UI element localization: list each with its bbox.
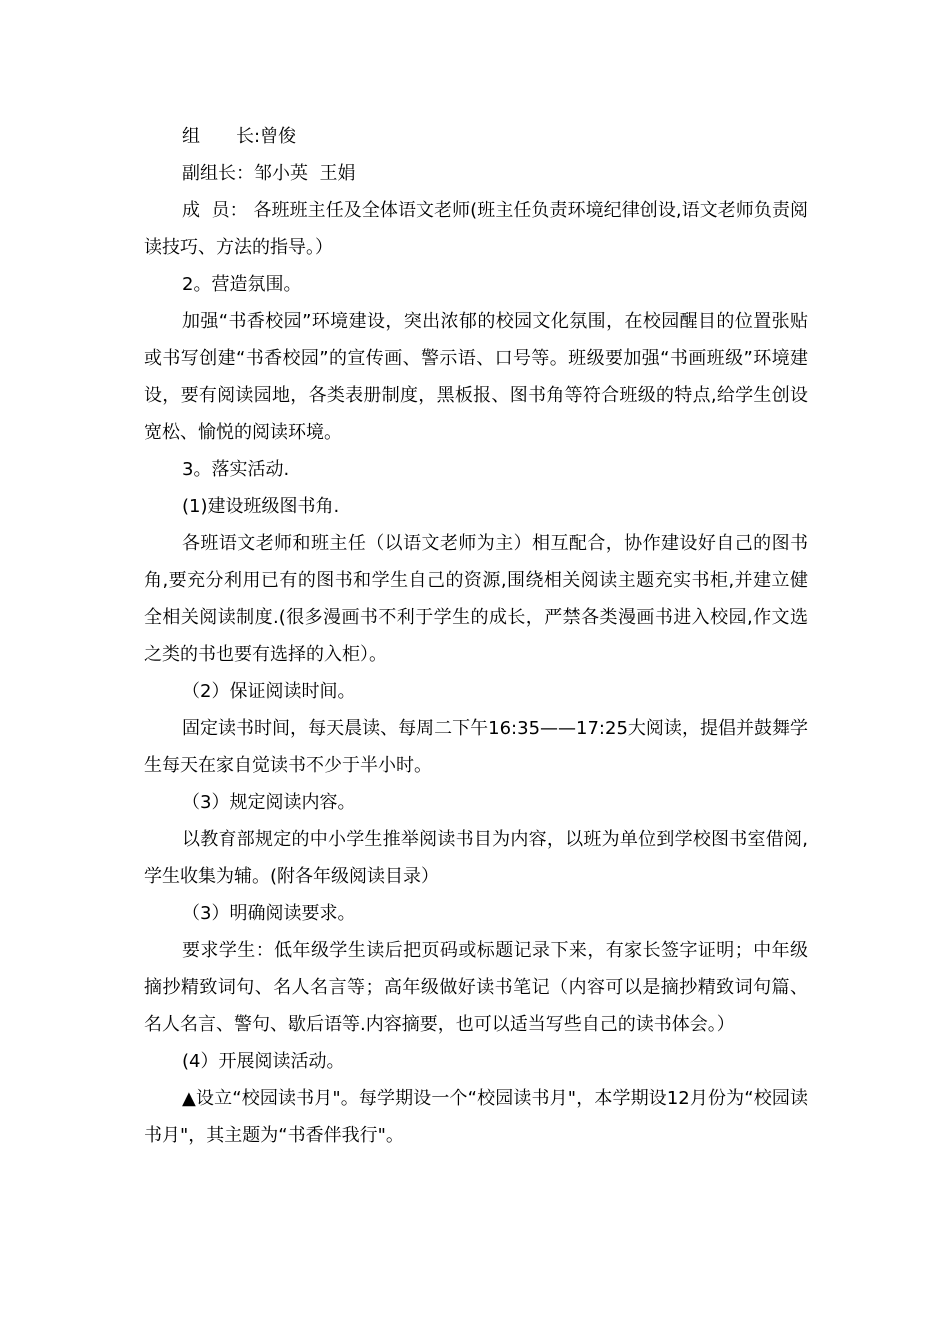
book-corner-paragraph: 各班语文老师和班主任（以语文老师为主）相互配合，协作建设好自己的图书角,要充分利用已有的图书和学生自己的资源,围绕相关阅读主题充实书柜,并建立健全相关阅读制度.(很多漫画书不利于学生的成长，严禁各类漫画书进入校园,作文选之类的书也要有选择的入柜）。: [144, 533, 808, 665]
subheading-book-corner: (1)建设班级图书角.: [182, 496, 340, 517]
reading-time-paragraph: 固定读书时间，每天晨读、每周二下午16:35——17:25大阅读，提倡并鼓舞学生每天在家自觉读书不少于半小时。: [144, 718, 808, 776]
document-body: [144, 118, 808, 1154]
atmosphere-paragraph: 加强“书香校园”环境建设，突出浓郁的校园文化氛围，在校园醒目的位置张贴或书写创建“书香校园”的宣传画、警示语、口号等。班级要加强“书画班级”环境建设，要有阅读园地，各类表册制度，黑板报、图书角等符合班级的特点,给学生创设宽松、愉悦的阅读环境。: [144, 311, 808, 443]
reading-requirements-paragraph: 要求学生：低年级学生读后把页码或标题记录下来，有家长签字证明；中年级摘抄精致词句、名人名言等；高年级做好读书笔记（内容可以是摘抄精致词句篇、名人名言、警句、歇后语等.内容摘要，也可以适当写些自己的读书体会。）: [144, 940, 808, 1035]
subheading-reading-time: （2）保证阅读时间。: [182, 681, 356, 702]
subheading-reading-requirements: （3）明确阅读要求。: [182, 903, 356, 924]
reading-month-paragraph: ▲设立“校园读书月"。每学期设一个“校园读书月"，本学期设12月份为“校园读书月"，其主题为“书香伴我行"。: [144, 1088, 808, 1146]
section-heading-activities: 3。落实活动.: [182, 459, 290, 480]
deputy-leader-line: 副组长：邹小英 王娟: [182, 163, 356, 184]
subheading-reading-content: （3）规定阅读内容。: [182, 792, 356, 813]
reading-content-paragraph: 以教育部规定的中小学生推举阅读书目为内容，以班为单位到学校图书室借阅,学生收集为辅。(附各年级阅读目录）: [144, 829, 808, 887]
subheading-reading-activities: (4）开展阅读活动。: [182, 1051, 345, 1072]
section-heading-atmosphere: 2。营造氛围。: [182, 274, 302, 295]
members-paragraph: 成 员： 各班班主任及全体语文老师(班主任负责环境纪律创设,语文老师负责阅读技巧、方法的指导。）: [144, 200, 808, 258]
team-leader-line: 组 长:曾俊: [182, 126, 297, 147]
